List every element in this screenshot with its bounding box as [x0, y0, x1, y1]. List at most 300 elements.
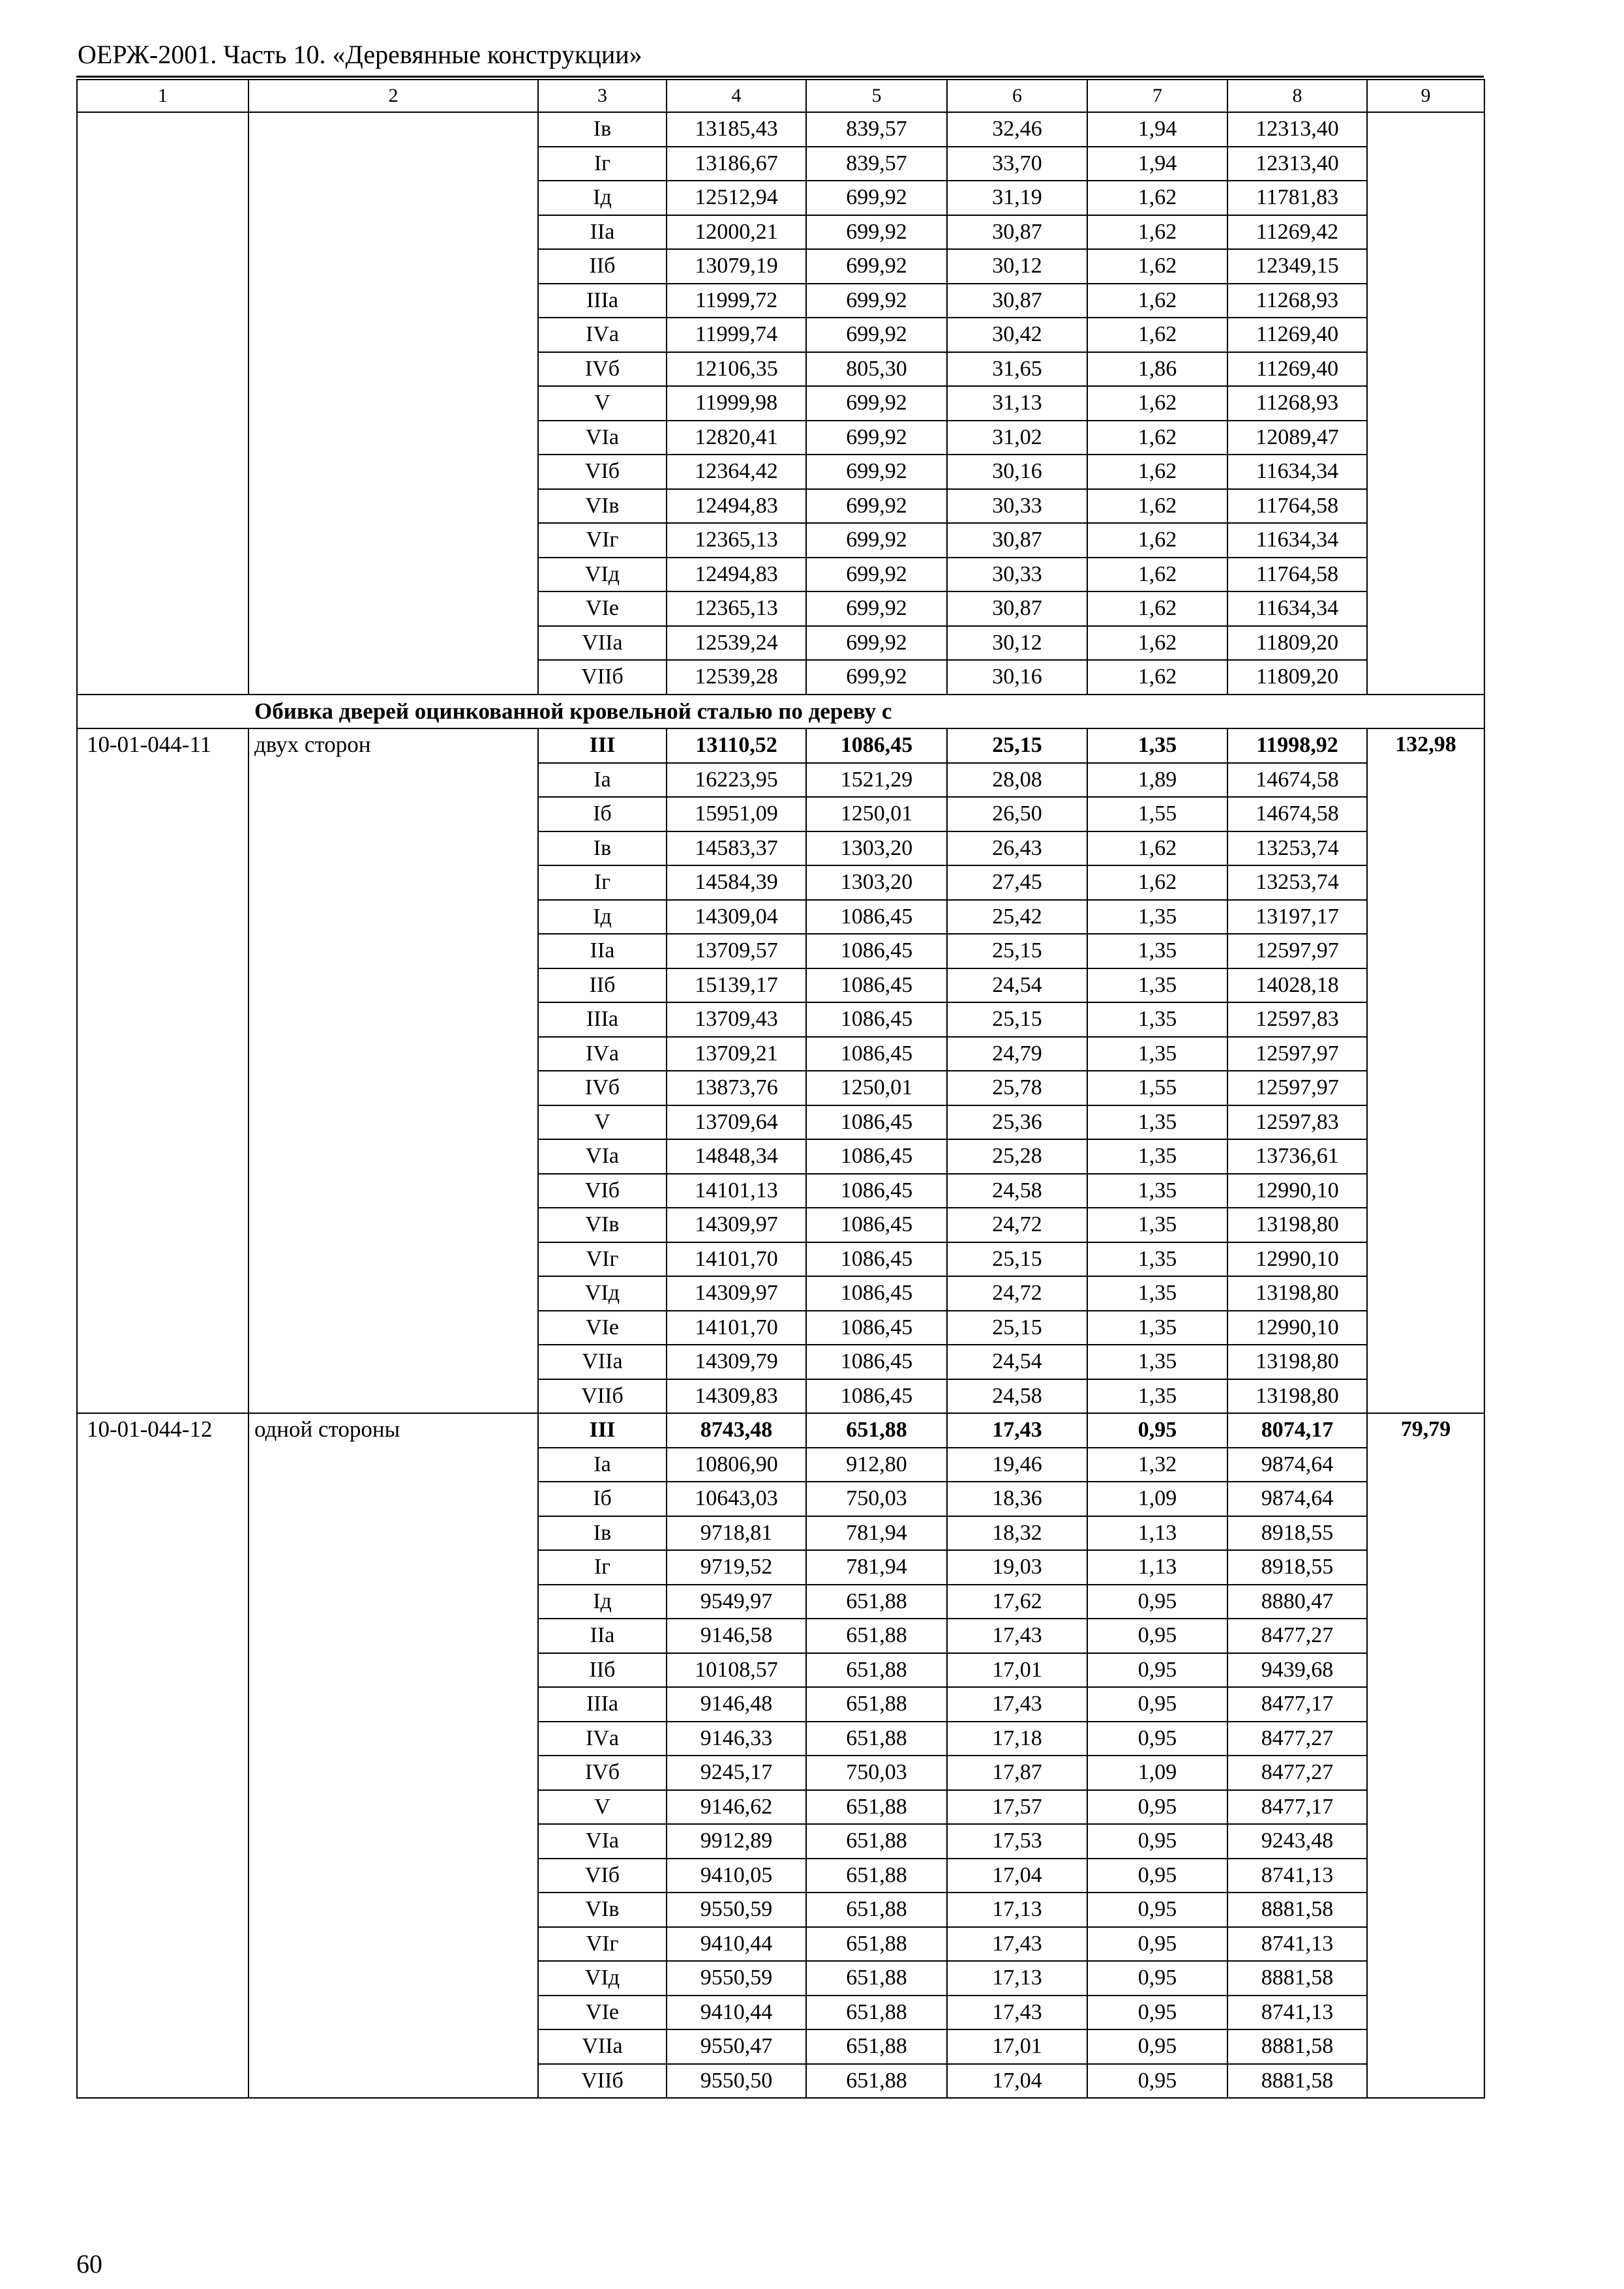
col4-total-cell: 12364,42 — [667, 455, 806, 489]
zone-cell: Iб — [538, 1482, 667, 1516]
col8-cell: 13198,80 — [1227, 1345, 1367, 1379]
col8-cell: 9874,64 — [1227, 1482, 1367, 1516]
col5-cell: 750,03 — [806, 1756, 947, 1790]
col6-cell: 31,13 — [947, 386, 1087, 421]
col4-total-cell: 14101,70 — [667, 1311, 806, 1345]
col8-cell: 13253,74 — [1227, 865, 1367, 900]
zone-cell: V — [538, 1790, 667, 1825]
zone-cell: Iг — [538, 865, 667, 900]
col8-cell: 8741,13 — [1227, 1927, 1367, 1962]
col7-cell: 1,13 — [1087, 1550, 1227, 1585]
col7-cell: 0,95 — [1087, 1653, 1227, 1688]
zone-cell: VIIб — [538, 2064, 667, 2099]
zone-cell: VIе — [538, 591, 667, 626]
col6-cell: 17,01 — [947, 2029, 1087, 2064]
col8-cell: 12313,40 — [1227, 112, 1367, 147]
col7-cell: 0,95 — [1087, 1859, 1227, 1893]
col6-cell: 25,28 — [947, 1139, 1087, 1174]
col6-cell: 17,43 — [947, 1687, 1087, 1722]
col4-total-cell: 16223,95 — [667, 763, 806, 798]
col7-cell: 0,95 — [1087, 2029, 1227, 2064]
zone-cell: Iд — [538, 181, 667, 215]
col5-cell: 651,88 — [806, 1585, 947, 1619]
zone-cell: IVб — [538, 1756, 667, 1790]
col5-cell: 699,92 — [806, 455, 947, 489]
col8-cell: 13253,74 — [1227, 831, 1367, 866]
col7-cell: 1,62 — [1087, 455, 1227, 489]
col5-cell: 1521,29 — [806, 763, 947, 798]
col5-cell: 1250,01 — [806, 797, 947, 831]
rate-price: 79,79 — [1367, 1413, 1484, 2098]
col4-total-cell: 12539,24 — [667, 626, 806, 661]
col8-cell: 12990,10 — [1227, 1311, 1367, 1345]
zone-cell: VIIа — [538, 2029, 667, 2064]
col8-cell: 12089,47 — [1227, 421, 1367, 455]
col4-total-cell: 9146,33 — [667, 1722, 806, 1756]
col5-cell: 699,92 — [806, 591, 947, 626]
zone-cell: VIд — [538, 1961, 667, 1996]
col4-total-cell: 11999,98 — [667, 386, 806, 421]
col5-cell: 699,92 — [806, 421, 947, 455]
col7-cell: 0,95 — [1087, 1824, 1227, 1859]
zone-cell: III — [538, 1413, 667, 1448]
col6-cell: 24,54 — [947, 1345, 1087, 1379]
col4-total-cell: 9550,59 — [667, 1893, 806, 1927]
col7-cell: 1,35 — [1087, 1311, 1227, 1345]
rate-code: 10-01-044-11 — [77, 728, 248, 1413]
col4-total-cell: 14309,04 — [667, 900, 806, 935]
zone-cell: VIб — [538, 455, 667, 489]
col4-total-cell: 10643,03 — [667, 1482, 806, 1516]
col7-cell: 0,95 — [1087, 1893, 1227, 1927]
col6-cell: 26,43 — [947, 831, 1087, 866]
col8-cell: 12597,83 — [1227, 1002, 1367, 1037]
col4-total-cell: 9718,81 — [667, 1516, 806, 1551]
col5-cell: 699,92 — [806, 386, 947, 421]
zone-cell: V — [538, 1105, 667, 1140]
col6-cell: 30,87 — [947, 591, 1087, 626]
col6-cell: 27,45 — [947, 865, 1087, 900]
col5-cell: 1086,45 — [806, 1002, 947, 1037]
col8-cell: 12349,15 — [1227, 249, 1367, 284]
col6-cell: 30,42 — [947, 318, 1087, 352]
zone-cell: VIе — [538, 1996, 667, 2030]
table-row — [77, 112, 1484, 147]
col5-cell: 1250,01 — [806, 1071, 947, 1105]
col5-cell: 651,88 — [806, 1722, 947, 1756]
code-cell — [77, 112, 248, 695]
col8-cell: 9243,48 — [1227, 1824, 1367, 1859]
table-row — [77, 728, 1484, 763]
col6-cell: 25,15 — [947, 1242, 1087, 1277]
zone-cell: Iа — [538, 763, 667, 798]
col5-cell: 1086,45 — [806, 1037, 947, 1071]
col7-cell: 0,95 — [1087, 1790, 1227, 1825]
rate-name: одной стороны — [248, 1413, 538, 2098]
col6-cell: 26,50 — [947, 797, 1087, 831]
col7-cell: 1,94 — [1087, 147, 1227, 181]
col7-cell: 1,94 — [1087, 112, 1227, 147]
col7-cell: 1,62 — [1087, 489, 1227, 524]
column-number: 3 — [538, 80, 667, 112]
col5-cell: 699,92 — [806, 215, 947, 250]
col5-cell: 1303,20 — [806, 831, 947, 866]
col7-cell: 1,35 — [1087, 1037, 1227, 1071]
col7-cell: 1,35 — [1087, 728, 1227, 763]
col8-cell: 12990,10 — [1227, 1174, 1367, 1208]
col7-cell: 1,09 — [1087, 1756, 1227, 1790]
col8-cell: 11809,20 — [1227, 660, 1367, 695]
zone-cell: VIа — [538, 1139, 667, 1174]
col8-cell: 14028,18 — [1227, 968, 1367, 1003]
col4-total-cell: 13709,57 — [667, 934, 806, 968]
col5-cell: 1086,45 — [806, 1242, 947, 1277]
col6-cell: 28,08 — [947, 763, 1087, 798]
col8-cell: 11764,58 — [1227, 489, 1367, 524]
column-number: 7 — [1087, 80, 1227, 112]
col8-cell: 11781,83 — [1227, 181, 1367, 215]
col4-total-cell: 13709,64 — [667, 1105, 806, 1140]
col6-cell: 30,87 — [947, 215, 1087, 250]
col7-cell: 1,35 — [1087, 968, 1227, 1003]
col5-cell: 651,88 — [806, 1859, 947, 1893]
col6-cell: 30,33 — [947, 558, 1087, 592]
col5-cell: 651,88 — [806, 1927, 947, 1962]
name-cell — [248, 112, 538, 695]
zone-cell: VIд — [538, 558, 667, 592]
col6-cell: 17,43 — [947, 1413, 1087, 1448]
col5-cell: 651,88 — [806, 1893, 947, 1927]
col8-cell: 13197,17 — [1227, 900, 1367, 935]
header-divider — [76, 76, 1484, 78]
col8-cell: 8881,58 — [1227, 2064, 1367, 2099]
col7-cell: 1,55 — [1087, 1071, 1227, 1105]
col4-total-cell: 11999,72 — [667, 284, 806, 318]
col5-cell: 651,88 — [806, 1996, 947, 2030]
col7-cell: 1,62 — [1087, 591, 1227, 626]
column-number: 1 — [77, 80, 248, 112]
col4-total-cell: 14848,34 — [667, 1139, 806, 1174]
zone-cell: IVа — [538, 318, 667, 352]
col8-cell: 13736,61 — [1227, 1139, 1367, 1174]
col8-cell: 11268,93 — [1227, 386, 1367, 421]
col6-cell: 24,72 — [947, 1276, 1087, 1311]
col6-cell: 18,36 — [947, 1482, 1087, 1516]
zone-cell: IIIа — [538, 1002, 667, 1037]
col8-cell: 14674,58 — [1227, 763, 1367, 798]
rate-name: двух сторон — [248, 728, 538, 1413]
col4-total-cell: 13186,67 — [667, 147, 806, 181]
col8-cell: 8880,47 — [1227, 1585, 1367, 1619]
col8-cell: 8918,55 — [1227, 1516, 1367, 1551]
col7-cell: 0,95 — [1087, 1722, 1227, 1756]
column-number: 5 — [806, 80, 947, 112]
col5-cell: 651,88 — [806, 2064, 947, 2099]
zone-cell: VIIб — [538, 660, 667, 695]
col4-total-cell: 9410,05 — [667, 1859, 806, 1893]
col5-cell: 1086,45 — [806, 1276, 947, 1311]
col7-cell: 0,95 — [1087, 1961, 1227, 1996]
col4-total-cell: 14309,79 — [667, 1345, 806, 1379]
col6-cell: 30,16 — [947, 660, 1087, 695]
column-number-row — [77, 80, 1484, 112]
col5-cell: 1086,45 — [806, 1379, 947, 1414]
col5-cell: 699,92 — [806, 626, 947, 661]
zone-cell: VIд — [538, 1276, 667, 1311]
zone-cell: V — [538, 386, 667, 421]
col6-cell: 25,15 — [947, 728, 1087, 763]
col5-cell: 699,92 — [806, 660, 947, 695]
zone-cell: VIа — [538, 421, 667, 455]
zone-cell: Iб — [538, 797, 667, 831]
col5-cell: 1086,45 — [806, 1208, 947, 1242]
col6-cell: 17,43 — [947, 1619, 1087, 1653]
col6-cell: 30,12 — [947, 249, 1087, 284]
col4-total-cell: 9245,17 — [667, 1756, 806, 1790]
zone-cell: IIб — [538, 249, 667, 284]
column-number: 8 — [1227, 80, 1367, 112]
col5-cell: 1086,45 — [806, 900, 947, 935]
col7-cell: 1,35 — [1087, 1208, 1227, 1242]
col8-cell: 11634,34 — [1227, 455, 1367, 489]
col7-cell: 1,35 — [1087, 1105, 1227, 1140]
col6-cell: 17,13 — [947, 1961, 1087, 1996]
col7-cell: 1,62 — [1087, 215, 1227, 250]
zone-cell: IIа — [538, 215, 667, 250]
col6-cell: 17,04 — [947, 2064, 1087, 2099]
zone-cell: Iг — [538, 1550, 667, 1585]
col8-cell: 9874,64 — [1227, 1448, 1367, 1482]
col7-cell: 1,35 — [1087, 1242, 1227, 1277]
col4-total-cell: 10806,90 — [667, 1448, 806, 1482]
col5-cell: 651,88 — [806, 1653, 947, 1688]
column-number: 9 — [1367, 80, 1484, 112]
col8-cell: 14674,58 — [1227, 797, 1367, 831]
col5-cell: 750,03 — [806, 1482, 947, 1516]
col6-cell: 31,65 — [947, 352, 1087, 387]
col7-cell: 0,95 — [1087, 1619, 1227, 1653]
col6-cell: 24,54 — [947, 968, 1087, 1003]
col7-cell: 0,95 — [1087, 1413, 1227, 1448]
col6-cell: 31,19 — [947, 181, 1087, 215]
zone-cell: Iв — [538, 112, 667, 147]
zone-cell: VIб — [538, 1859, 667, 1893]
col5-cell: 699,92 — [806, 523, 947, 558]
col8-cell: 13198,80 — [1227, 1276, 1367, 1311]
zone-cell: VIа — [538, 1824, 667, 1859]
col4-total-cell: 13873,76 — [667, 1071, 806, 1105]
col8-cell: 13198,80 — [1227, 1379, 1367, 1414]
col4-total-cell: 13709,21 — [667, 1037, 806, 1071]
col4-total-cell: 12365,13 — [667, 591, 806, 626]
col5-cell: 651,88 — [806, 1687, 947, 1722]
col4-total-cell: 9912,89 — [667, 1824, 806, 1859]
col8-cell: 8477,27 — [1227, 1619, 1367, 1653]
col4-total-cell: 9550,59 — [667, 1961, 806, 1996]
col7-cell: 1,62 — [1087, 284, 1227, 318]
col7-cell: 1,62 — [1087, 181, 1227, 215]
col8-cell: 8074,17 — [1227, 1413, 1367, 1448]
col8-cell: 11998,92 — [1227, 728, 1367, 763]
col4-total-cell: 9550,50 — [667, 2064, 806, 2099]
col8-cell: 9439,68 — [1227, 1653, 1367, 1688]
col4-total-cell: 14309,97 — [667, 1276, 806, 1311]
col6-cell: 17,53 — [947, 1824, 1087, 1859]
col7-cell: 1,62 — [1087, 626, 1227, 661]
col6-cell: 17,43 — [947, 1927, 1087, 1962]
col8-cell: 12597,83 — [1227, 1105, 1367, 1140]
col4-total-cell: 12106,35 — [667, 352, 806, 387]
rate-code: 10-01-044-12 — [77, 1413, 248, 2098]
col4-total-cell: 9410,44 — [667, 1927, 806, 1962]
col5-cell: 839,57 — [806, 147, 947, 181]
col5-cell: 1086,45 — [806, 968, 947, 1003]
col6-cell: 19,03 — [947, 1550, 1087, 1585]
col5-cell: 805,30 — [806, 352, 947, 387]
zone-cell: IVб — [538, 352, 667, 387]
col6-cell: 19,46 — [947, 1448, 1087, 1482]
col6-cell: 33,70 — [947, 147, 1087, 181]
col6-cell: 17,01 — [947, 1653, 1087, 1688]
col4-total-cell: 12494,83 — [667, 489, 806, 524]
zone-cell: IIб — [538, 968, 667, 1003]
col4-total-cell: 10108,57 — [667, 1653, 806, 1688]
col8-cell: 8881,58 — [1227, 2029, 1367, 2064]
col5-cell: 699,92 — [806, 318, 947, 352]
col8-cell: 11634,34 — [1227, 523, 1367, 558]
col7-cell: 1,35 — [1087, 1002, 1227, 1037]
rate-price: 132,98 — [1367, 728, 1484, 1413]
col6-cell: 31,02 — [947, 421, 1087, 455]
document-title: ОЕРЖ-2001. Часть 10. «Деревянные конструкции» — [78, 40, 642, 69]
col4-total-cell: 14101,13 — [667, 1174, 806, 1208]
rates-table-body — [77, 80, 1484, 2098]
col5-cell: 699,92 — [806, 489, 947, 524]
col8-cell: 8477,27 — [1227, 1756, 1367, 1790]
zone-cell: IIIа — [538, 284, 667, 318]
col7-cell: 0,95 — [1087, 1585, 1227, 1619]
col4-total-cell: 12539,28 — [667, 660, 806, 695]
col7-cell: 1,62 — [1087, 558, 1227, 592]
col5-cell: 699,92 — [806, 558, 947, 592]
col5-cell: 699,92 — [806, 249, 947, 284]
col6-cell: 17,57 — [947, 1790, 1087, 1825]
col6-cell: 25,15 — [947, 1311, 1087, 1345]
col7-cell: 0,95 — [1087, 1687, 1227, 1722]
col4-total-cell: 9146,62 — [667, 1790, 806, 1825]
col5-cell: 651,88 — [806, 2029, 947, 2064]
column-number: 4 — [667, 80, 806, 112]
zone-cell: VIг — [538, 523, 667, 558]
col5-cell: 699,92 — [806, 284, 947, 318]
col8-cell: 8918,55 — [1227, 1550, 1367, 1585]
col7-cell: 1,35 — [1087, 934, 1227, 968]
col6-cell: 24,58 — [947, 1379, 1087, 1414]
zone-cell: VIIа — [538, 1345, 667, 1379]
col4-total-cell: 15951,09 — [667, 797, 806, 831]
column-number: 6 — [947, 80, 1087, 112]
col8-cell: 8477,17 — [1227, 1687, 1367, 1722]
col6-cell: 30,87 — [947, 523, 1087, 558]
col8-cell: 8741,13 — [1227, 1859, 1367, 1893]
col7-cell: 0,95 — [1087, 1927, 1227, 1962]
price-cell — [1367, 112, 1484, 695]
col4-total-cell: 14101,70 — [667, 1242, 806, 1277]
col4-total-cell: 11999,74 — [667, 318, 806, 352]
col5-cell: 651,88 — [806, 1824, 947, 1859]
col7-cell: 1,62 — [1087, 421, 1227, 455]
col4-total-cell: 14583,37 — [667, 831, 806, 866]
col6-cell: 30,12 — [947, 626, 1087, 661]
col7-cell: 1,62 — [1087, 865, 1227, 900]
col4-total-cell: 9410,44 — [667, 1996, 806, 2030]
col4-total-cell: 13079,19 — [667, 249, 806, 284]
col6-cell: 17,87 — [947, 1756, 1087, 1790]
col4-total-cell: 13110,52 — [667, 728, 806, 763]
col6-cell: 24,58 — [947, 1174, 1087, 1208]
col5-cell: 1303,20 — [806, 865, 947, 900]
col8-cell: 13198,80 — [1227, 1208, 1367, 1242]
col4-total-cell: 9146,48 — [667, 1687, 806, 1722]
col6-cell: 17,04 — [947, 1859, 1087, 1893]
table-row — [77, 1413, 1484, 1448]
page-header — [76, 38, 1484, 78]
col4-total-cell: 12494,83 — [667, 558, 806, 592]
zone-cell: IIIа — [538, 1687, 667, 1722]
col7-cell: 1,35 — [1087, 900, 1227, 935]
zone-cell: VIе — [538, 1311, 667, 1345]
zone-cell: VIб — [538, 1174, 667, 1208]
col7-cell: 1,35 — [1087, 1276, 1227, 1311]
col8-cell: 12597,97 — [1227, 1071, 1367, 1105]
col7-cell: 1,35 — [1087, 1174, 1227, 1208]
col5-cell: 651,88 — [806, 1619, 947, 1653]
col8-cell: 8741,13 — [1227, 1996, 1367, 2030]
zone-cell: Iг — [538, 147, 667, 181]
col6-cell: 25,78 — [947, 1071, 1087, 1105]
col4-total-cell: 12820,41 — [667, 421, 806, 455]
col7-cell: 1,89 — [1087, 763, 1227, 798]
col7-cell: 1,86 — [1087, 352, 1227, 387]
col7-cell: 1,62 — [1087, 249, 1227, 284]
col5-cell: 781,94 — [806, 1550, 947, 1585]
zone-cell: Iа — [538, 1448, 667, 1482]
col6-cell: 24,72 — [947, 1208, 1087, 1242]
col4-total-cell: 8743,48 — [667, 1413, 806, 1448]
col6-cell: 25,15 — [947, 934, 1087, 968]
col6-cell: 17,62 — [947, 1585, 1087, 1619]
col4-total-cell: 12365,13 — [667, 523, 806, 558]
col4-total-cell: 9719,52 — [667, 1550, 806, 1585]
col7-cell: 1,62 — [1087, 523, 1227, 558]
col4-total-cell: 13709,43 — [667, 1002, 806, 1037]
col5-cell: 1086,45 — [806, 1105, 947, 1140]
col5-cell: 912,80 — [806, 1448, 947, 1482]
col8-cell: 12990,10 — [1227, 1242, 1367, 1277]
col5-cell: 1086,45 — [806, 934, 947, 968]
col5-cell: 1086,45 — [806, 1311, 947, 1345]
col4-total-cell: 14584,39 — [667, 865, 806, 900]
col8-cell: 12597,97 — [1227, 1037, 1367, 1071]
col6-cell: 30,33 — [947, 489, 1087, 524]
zone-cell: IIб — [538, 1653, 667, 1688]
col8-cell: 8881,58 — [1227, 1961, 1367, 1996]
col8-cell: 11634,34 — [1227, 591, 1367, 626]
col8-cell: 12597,97 — [1227, 934, 1367, 968]
col8-cell: 11269,40 — [1227, 352, 1367, 387]
col7-cell: 1,13 — [1087, 1516, 1227, 1551]
col7-cell: 1,35 — [1087, 1345, 1227, 1379]
